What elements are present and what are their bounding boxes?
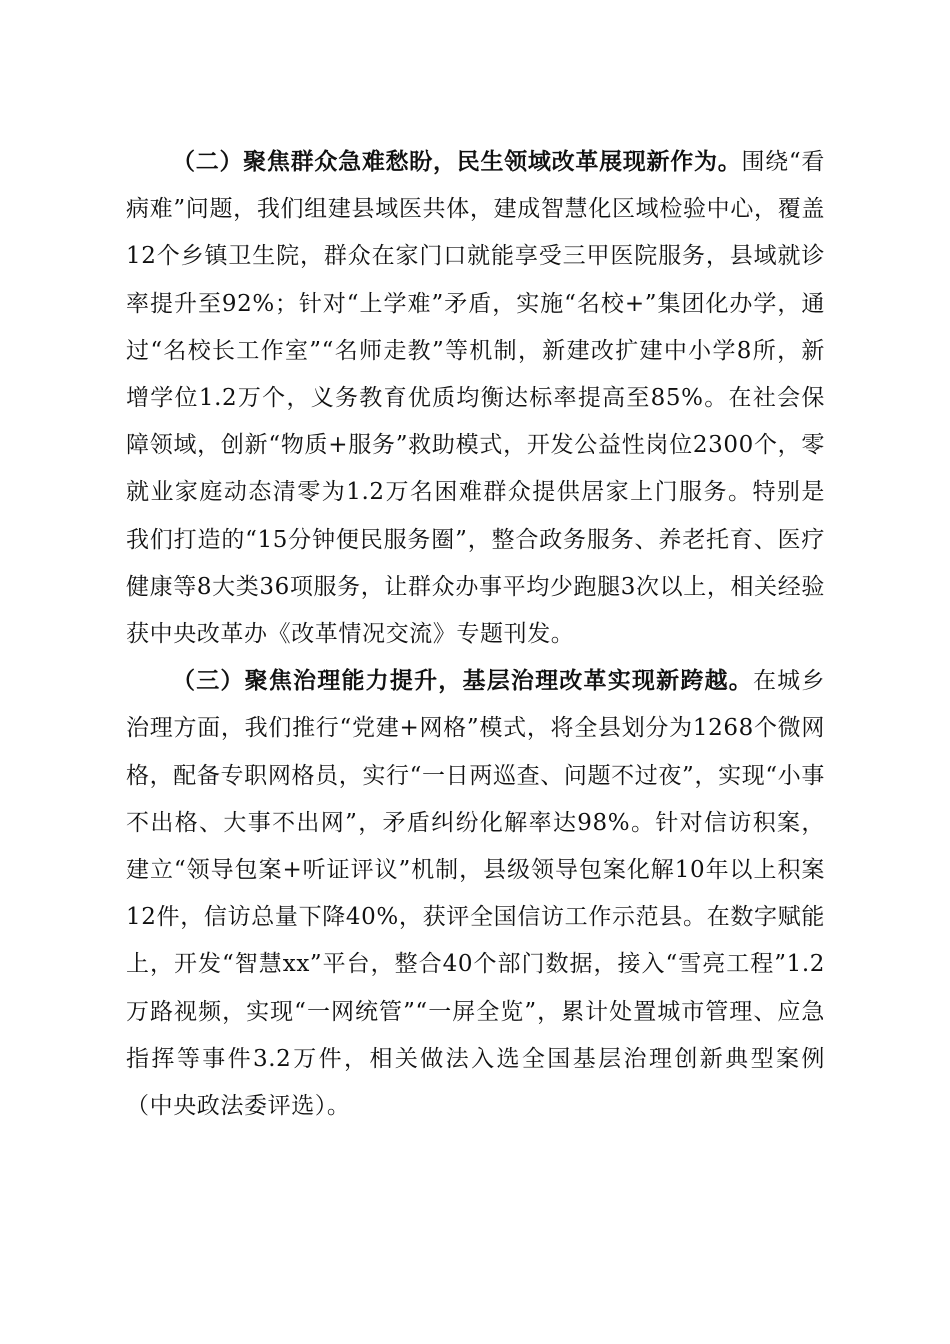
paragraph-heading: （三）聚焦治理能力提升，基层治理改革实现新跨越。 [172,668,753,695]
paragraph-governance-reform [126,658,825,1130]
paragraph-text: 在城乡治理方面，我们推行“党建+网格”模式，将全县划分为1268个微网格，配备专职网格员，实行“一日两巡查、问题不过夜”，实现“小事不出格、大事不出网”，矛盾纠纷化解率达98%。针对信访积案，建立“领导包案+听证评议”机制，县级领导包案化解10年以上积案12件，信访总量下降40%，获评全国信访工作示范县。在数字赋能上，开发“智慧xx”平台，整合40个部门数据，接入“雪亮工程”1.2万路视频，实现“一网统管”“一屏全览”，累计处置城市管理、应急指挥等事件3.2万件，相关做法入选全国基层治理创新典型案例（中央政法委评选）。 [126,668,825,1120]
paragraph-livelihood-reform [126,139,825,658]
document-body [126,139,825,1130]
paragraph-text: 围绕“看病难”问题，我们组建县域医共体，建成智慧化区域检验中心，覆盖12个乡镇卫生院，群众在家门口就能享受三甲医院服务，县域就诊率提升至92%；针对“上学难”矛盾，实施“名校+”集团化办学，通过“名校长工作室”“名师走教”等机制，新建改扩建中小学8所，新增学位1.2万个，义务教育优质均衡达标率提高至85%。在社会保障领域，创新“物质+服务”救助模式，开发公益性岗位2300个，零就业家庭动态清零为1.2万名困难群众提供居家上门服务。特别是我们打造的“15分钟便民服务圈”，整合政务服务、养老托育、医疗健康等8大类36项服务，让群众办事平均少跑腿3次以上，相关经验获中央改革办《改革情况交流》专题刊发。 [126,149,825,648]
paragraph-heading: （二）聚焦群众急难愁盼，民生领域改革展现新作为。 [172,149,742,175]
